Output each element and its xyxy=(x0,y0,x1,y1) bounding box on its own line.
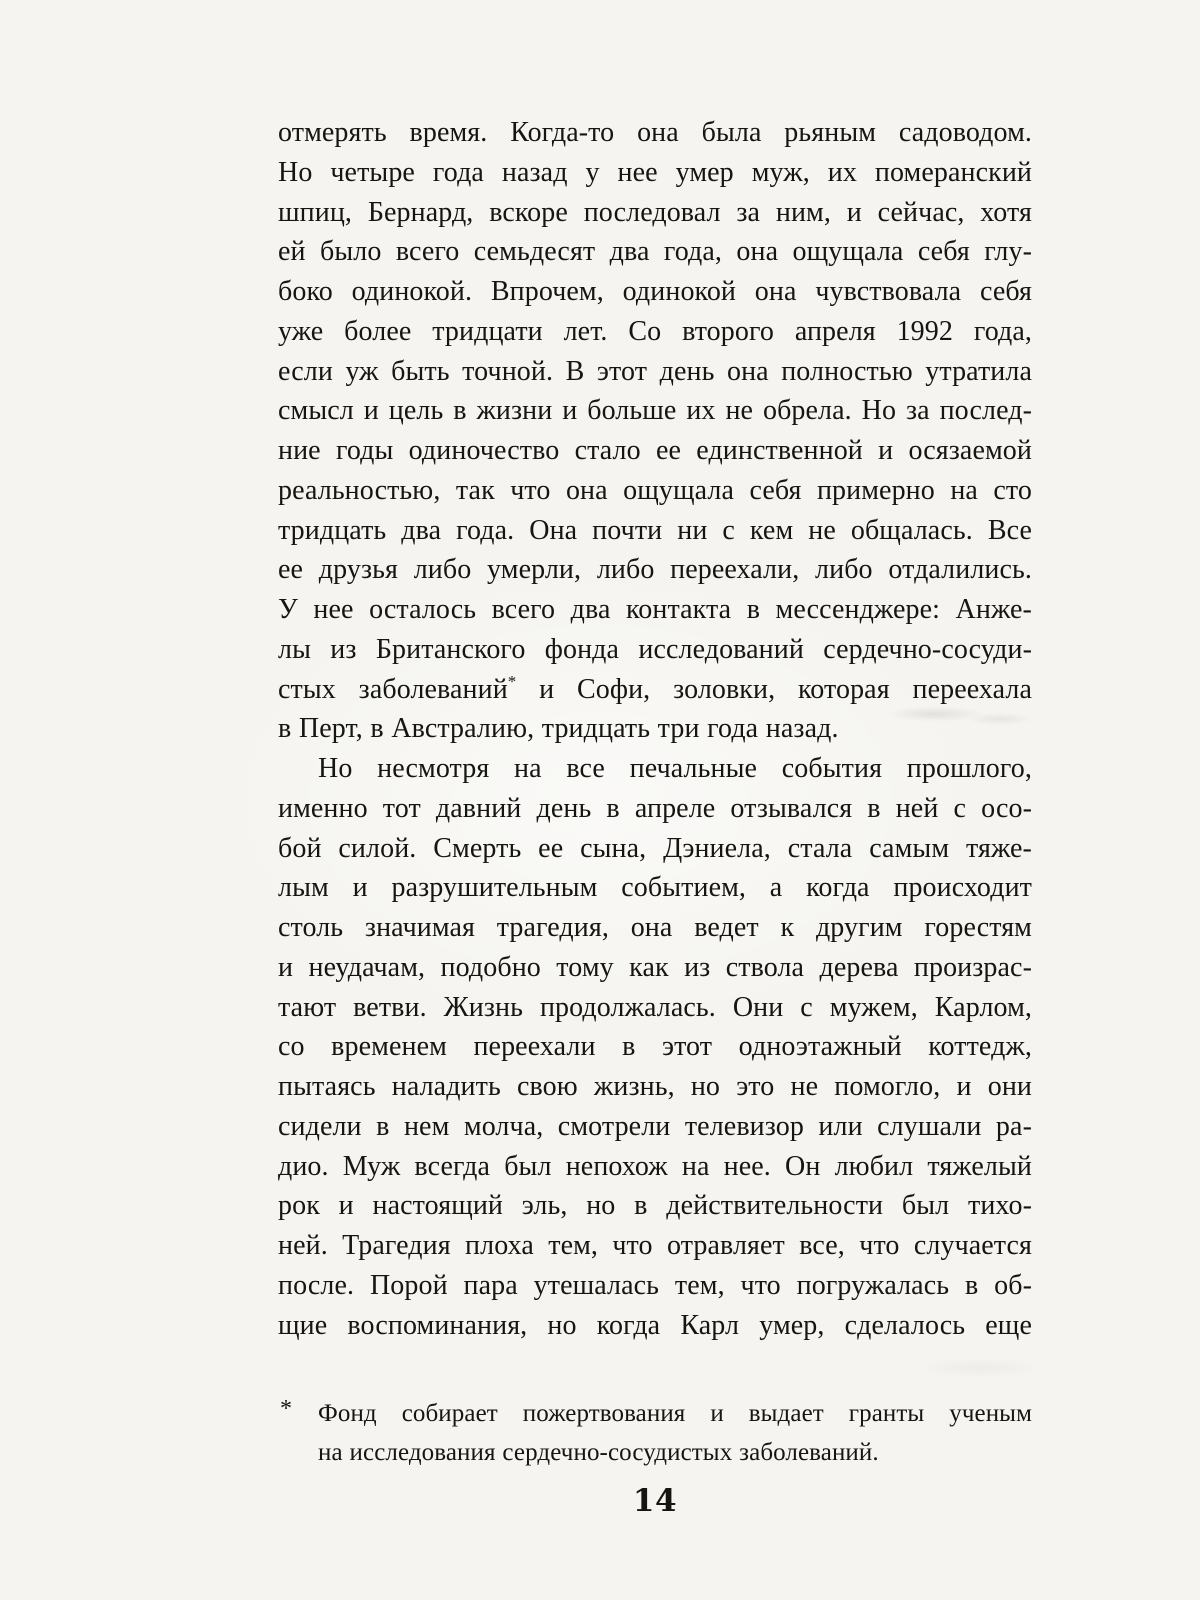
text-line: У нее осталось всего два контакта в мессенджере: Анже- xyxy=(278,594,1032,625)
text-line: сидели в нем молча, смотрели телевизор или слушали ра- xyxy=(278,1110,1032,1142)
paragraph xyxy=(278,113,1032,749)
text-line: реальностью, так что она ощущала себя примерно на сто xyxy=(278,474,1032,506)
text-line: бой силой. Смерть ее сына, Дэниела, стала самым тяже- xyxy=(278,832,1032,864)
text-line: ней. Трагедия плоха тем, что отравляет все, что случается xyxy=(278,1230,1032,1261)
text-line: Фонд собирает пожертвования и выдает гранты ученым xyxy=(318,1400,1032,1427)
text-line: рок и настоящий эль, но в действительности был тихо- xyxy=(278,1190,1032,1222)
text-line: пытаясь наладить свою жизнь, но это не помогло, и они xyxy=(278,1071,1032,1102)
text-line: лы из Британского фонда исследований сердечно-сосуди- xyxy=(278,633,1032,665)
text-line: боко одинокой. Впрочем, одинокой она чувствовала себя xyxy=(278,276,1032,307)
text-line: уже более тридцати лет. Со второго апреля 1992 года, xyxy=(278,315,1032,347)
text-line: если уж быть точной. В этот день она полностью утратила xyxy=(278,355,1032,387)
text-line: столь значимая трагедия, она ведет к другим горестям xyxy=(278,912,1032,943)
text-line: тают ветви. Жизнь продолжалась. Они с мужем, Карлом, xyxy=(278,991,1032,1023)
text-line: смысл и цель в жизни и больше их не обрела. Но за послед- xyxy=(278,395,1032,427)
text-line: лым и разрушительным событием, а когда происходит xyxy=(278,872,1032,904)
page-number: 14 xyxy=(632,1483,678,1519)
text-line: после. Порой пара утешалась тем, что погружалась в об- xyxy=(278,1269,1032,1301)
text-line: на исследования сердечно-сосудистых заболеваний. xyxy=(318,1439,879,1466)
footnote xyxy=(278,1394,1032,1472)
text-line: щие воспоминания, но когда Карл умер, сделалось еще xyxy=(278,1309,1032,1341)
text-line: в Перт, в Австралию, тридцать три года назад. xyxy=(278,713,839,745)
footnote-marker: * xyxy=(280,1396,292,1422)
text-line: стых заболеваний* и Софи, золовки, которая переехала xyxy=(278,671,1032,705)
text-block xyxy=(278,113,1032,1345)
text-line: отмерять время. Когда-то она была рьяным садоводом. xyxy=(278,117,1032,148)
text-line: именно тот давний день в апреле отзывался в ней с осо- xyxy=(278,792,1032,824)
text-line: тридцать два года. Она почти ни с кем не общалась. Все xyxy=(278,514,1032,546)
footnote-reference-asterisk: * xyxy=(507,671,517,691)
text-line: ей было всего семьдесят два года, она ощущала себя глу- xyxy=(278,236,1032,268)
text-line: ние годы одиночество стало ее единственной и осязаемой xyxy=(278,435,1032,466)
footnote-text xyxy=(318,1394,1032,1472)
text-line: ее друзья либо умерли, либо переехали, либо отдалились. xyxy=(278,554,1032,586)
paragraph xyxy=(278,749,1032,1345)
text-line: Но несмотря на все печальные события прошлого, xyxy=(318,753,1032,784)
text-line: со временем переехали в этот одноэтажный коттедж, xyxy=(278,1031,1032,1063)
text-line: и неудачам, подобно тому как из ствола дерева произрас- xyxy=(278,951,1032,983)
text-line: дио. Муж всегда был непохож на нее. Он любил тяжелый xyxy=(278,1150,1032,1182)
text-line: шпиц, Бернард, вскоре последовал за ним, и сейчас, хотя xyxy=(278,196,1032,228)
text-line: Но четыре года назад у нее умер муж, их померанский xyxy=(278,156,1032,188)
